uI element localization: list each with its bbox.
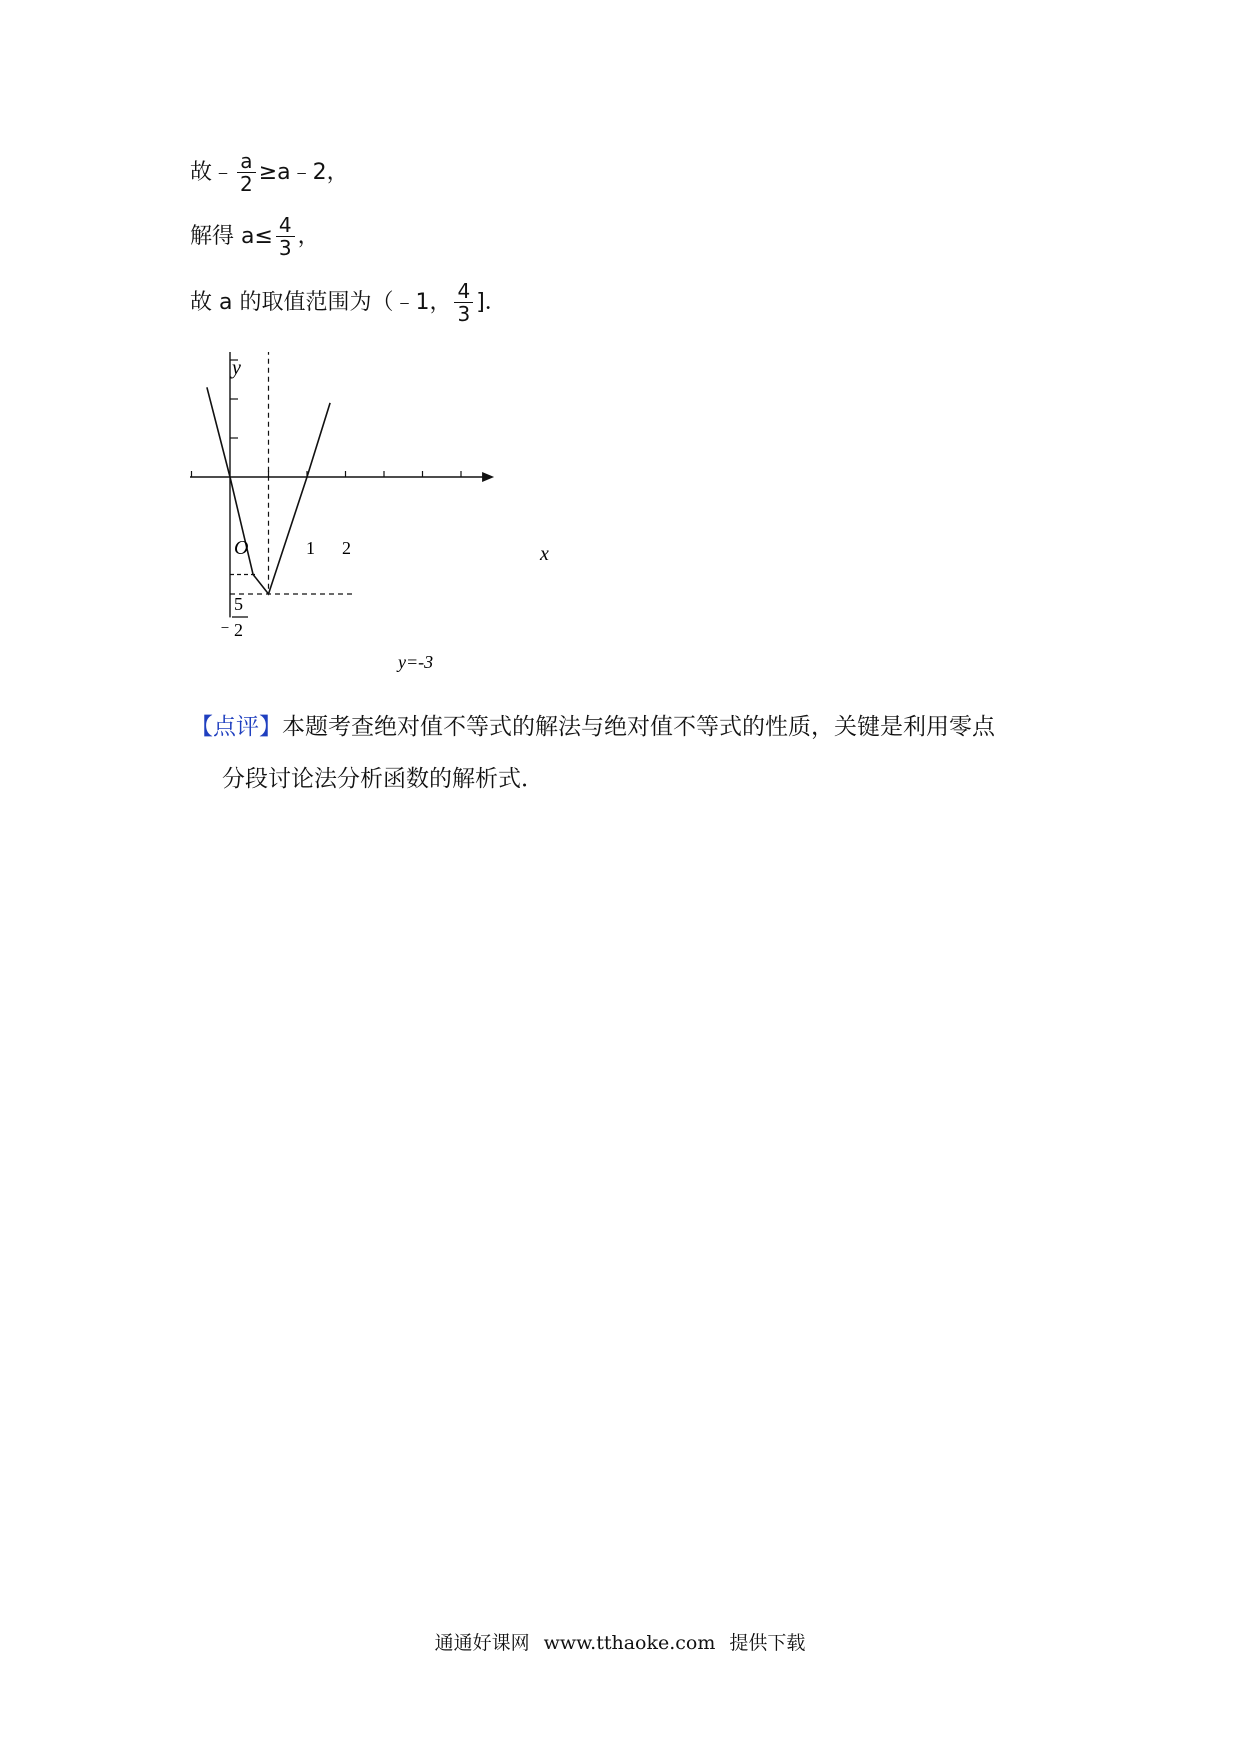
page-footer [0, 1630, 1240, 1656]
x-axis-arrow [482, 472, 494, 482]
tick-label-1: 1 [306, 538, 315, 558]
comment-tag: 【点评】 [190, 714, 282, 740]
axis-labels [216, 357, 549, 672]
fraction-a-over-2 [237, 150, 256, 195]
line2-prefix: 解得 a≤ [190, 223, 273, 249]
solution-line-3 [190, 280, 507, 325]
min-label-sign: ﹣ [216, 616, 234, 636]
comment-continuation [222, 764, 544, 794]
comment-paragraph [190, 712, 995, 742]
footer-site-name: 通通好课网 [434, 1632, 530, 1654]
fraction-denominator: 3 [457, 302, 471, 326]
function-line [207, 387, 330, 594]
fraction-numerator: 4 [454, 280, 473, 303]
x-axis-label: x [540, 543, 549, 565]
fraction-denominator: 2 [240, 172, 253, 196]
min-label-denominator: 2 [234, 620, 243, 640]
fraction-numerator: 4 [276, 214, 295, 237]
function-plot [207, 387, 330, 594]
line3-prefix: 故 a 的取值范围为（﹣1， [190, 289, 452, 315]
line1-suffix: ≥a﹣2， [258, 159, 349, 185]
line1-prefix: 故﹣ [190, 159, 235, 185]
fraction-numerator: a [237, 150, 255, 173]
asymptote-label: y=-3 [398, 652, 434, 672]
solution-line-1 [190, 150, 349, 195]
min-label-numerator: 5 [234, 594, 243, 614]
solution-line-2 [190, 214, 320, 259]
line2-suffix: ， [297, 223, 320, 249]
axes [190, 352, 494, 617]
origin-label: O [234, 537, 249, 559]
tick-label-2: 2 [342, 538, 351, 558]
footer-suffix: 提供下载 [729, 1632, 806, 1654]
fraction-denominator: 3 [278, 236, 292, 260]
y-axis-label: y [232, 357, 241, 379]
footer-url[interactable]: www.tthaoke.com [543, 1632, 716, 1654]
fraction-4-over-3 [276, 214, 295, 259]
comment-text-2: 分段讨论法分析函数的解析式． [222, 766, 544, 792]
comment-text-1: 本题考查绝对值不等式的解法与绝对值不等式的性质，关键是利用零点 [282, 714, 995, 740]
fraction-4-over-3 [454, 280, 473, 325]
function-graph [190, 352, 570, 702]
line3-suffix: ]． [476, 289, 507, 315]
